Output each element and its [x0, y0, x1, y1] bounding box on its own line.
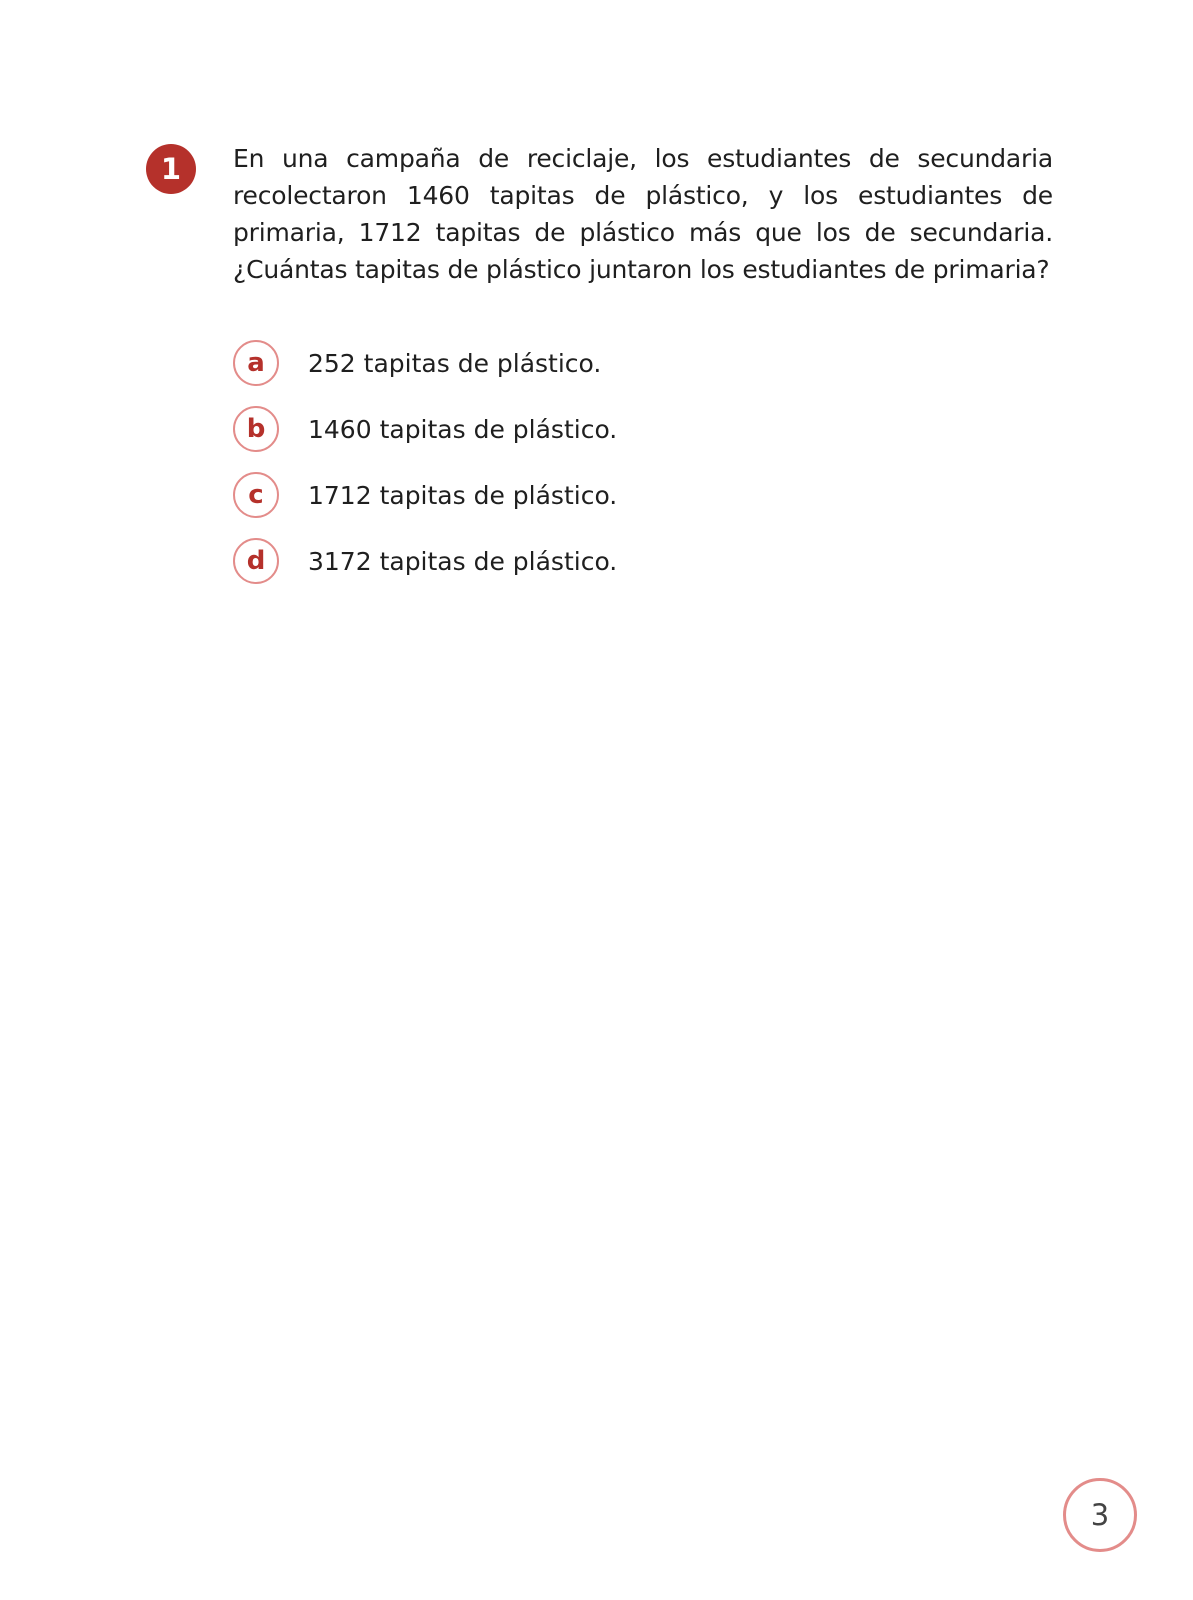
question-number-badge: 1 [146, 144, 196, 194]
option-letter-a[interactable]: a [233, 340, 279, 386]
answer-options [233, 340, 933, 604]
question-text: En una campaña de reciclaje, los estudiantes de secundaria recolectaron 1460 tapitas de plástico, y los estudiantes de primaria, 1712 tapitas de plástico más que los de secundaria. ¿Cuántas tapitas de plástico juntaron los estudiantes de primaria? [233, 144, 1053, 284]
option-letter-d[interactable]: d [233, 538, 279, 584]
page-number: 3 [1063, 1478, 1137, 1552]
option-letter-c[interactable]: c [233, 472, 279, 518]
option-a[interactable] [233, 340, 933, 386]
option-text-d: 3172 tapitas de plástico. [308, 546, 618, 576]
option-c[interactable] [233, 472, 933, 518]
option-text-b: 1460 tapitas de plástico. [308, 414, 618, 444]
option-letter-b[interactable]: b [233, 406, 279, 452]
option-text-a: 252 tapitas de plástico. [308, 348, 602, 378]
option-text-c: 1712 tapitas de plástico. [308, 480, 618, 510]
option-d[interactable] [233, 538, 933, 584]
option-b[interactable] [233, 406, 933, 452]
